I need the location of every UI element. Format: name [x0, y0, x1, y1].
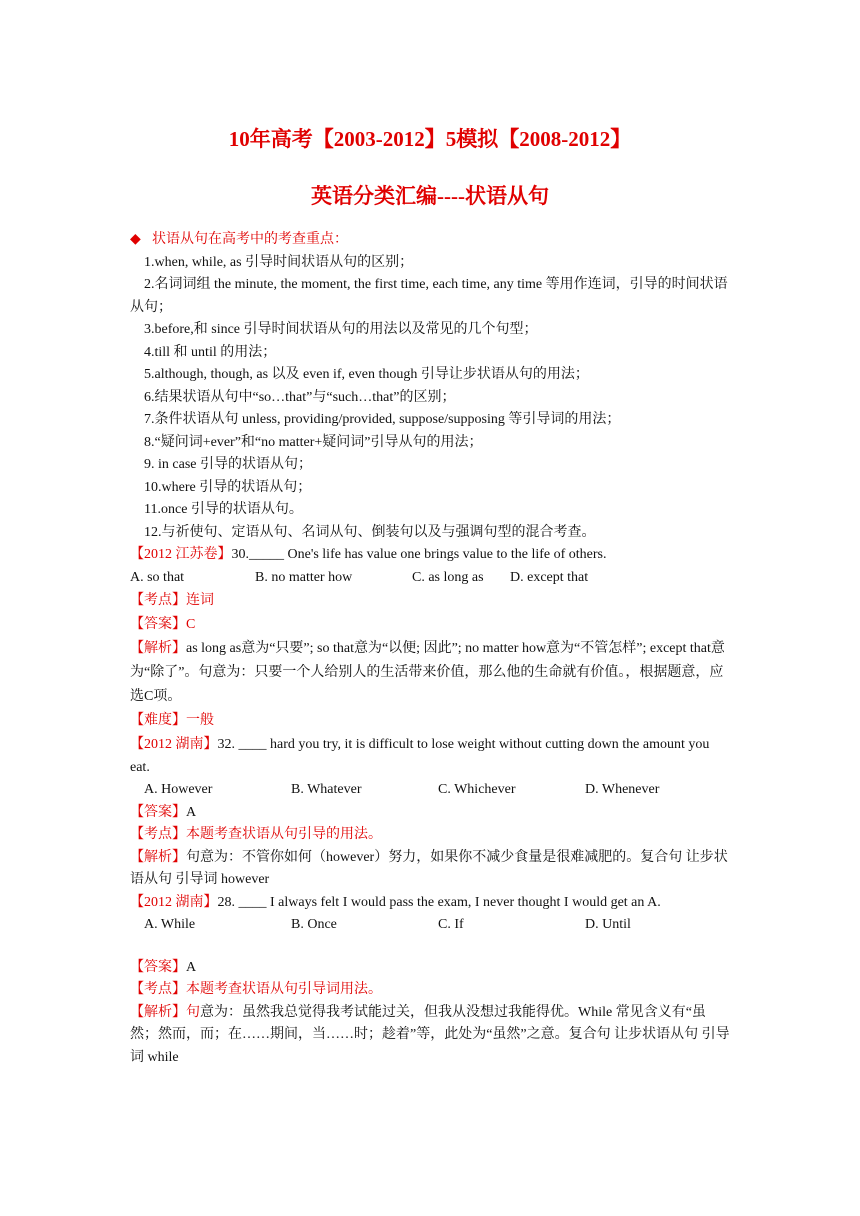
spacer — [130, 937, 732, 957]
list-item: 4.till 和 until 的用法； — [144, 344, 277, 360]
option-d: D. except that — [510, 569, 589, 585]
diamond-bullet-icon: ◆ — [130, 232, 141, 247]
question-analysis: 【解析】句意为：虽然我总觉得我考试能过关，但我从没想过我能得优。While 常见含义有“虽然；然而，而；在……期间，当……时；趁着”等，此处为“虽然”之意。复合句 让步状语从句 引导词 while — [130, 1004, 730, 1065]
question-point: 【考点】连词 — [130, 593, 214, 608]
list-item: 7.条件状语从句 unless, providing/provided, suppose/supposing 等引导词的用法； — [144, 412, 621, 427]
question-2 — [130, 733, 732, 892]
question-answer: 【答案】A — [130, 804, 197, 820]
option-b: B. no matter how — [255, 569, 353, 585]
question-analysis: 【解析】as long as意为“只要”; so that意为“以便; 因此”; no matter how意为“不管怎样”; except that意为“除了”。句意为：只要一个人给别人的生活带来价值，那么他的生命就有价值。，根据题意，应选C项。 — [130, 641, 725, 704]
question-options — [130, 779, 732, 802]
question-options — [130, 914, 732, 937]
option-c: C. Whichever — [438, 782, 516, 797]
question-analysis: 【解析】句意为：不管你如何（however）努力，如果你不减少食量是很难减肥的。复合句 让步状语从句 引导词 however — [130, 849, 728, 887]
option-a: A. However — [144, 782, 213, 797]
question-difficulty: 【难度】一般 — [130, 713, 214, 728]
list-item: 12.与祈使句、定语从句、名词从句、倒装句以及与强调句型的混合考查。 — [144, 524, 596, 540]
document-subtitle: 英语分类汇编----状语从句 — [311, 184, 549, 208]
question-stem: 【2012 江苏卷】30._____ One's life has value one brings value to the life of others. — [130, 547, 607, 562]
question-source: 【2012 湖南】 — [130, 894, 218, 910]
question-point: 【考点】本题考查状语从句引导的用法。 — [130, 827, 382, 842]
list-item: 6.结果状语从句中“so…that”与“such…that”的区别； — [144, 389, 456, 405]
option-d: D. Until — [585, 917, 631, 932]
list-item: 2.名词词组 the minute, the moment, the first time, each time, any time 等用作连词，引导的时间状语从句； — [130, 277, 728, 315]
document-body — [130, 229, 732, 1069]
option-c: C. as long as — [412, 569, 484, 585]
question-point: 【考点】本题考查状语从句引导词用法。 — [130, 982, 382, 997]
option-d: D. Whenever — [585, 782, 660, 797]
question-3 — [130, 892, 732, 1070]
list-item: 11.once 引导的状语从句。 — [144, 502, 303, 517]
question-answer: 【答案】C — [130, 617, 196, 632]
list-item: 8.“疑问词+ever”和“no matter+疑问词”引导从句的用法； — [144, 434, 483, 450]
question-source: 【2012 江苏卷】 — [130, 547, 232, 562]
question-stem: 【2012 湖南】28. ____ I always felt I would pass the exam, I never thought I would get an A. — [130, 894, 661, 910]
list-item: 10.where 引导的状语从句； — [144, 479, 312, 495]
document-title: 10年高考【2003-2012】5模拟【2008-2012】 — [228, 127, 632, 151]
question-answer: 【答案】A — [130, 959, 197, 975]
key-points-heading: ◆ 状语从句在高考中的考查重点： — [130, 229, 732, 252]
question-stem: 【2012 湖南】32. ____ hard you try, it is difficult to lose weight without cutting down the amount you eat. — [130, 737, 710, 775]
option-b: B. Whatever — [291, 782, 362, 797]
option-c: C. If — [438, 917, 464, 932]
list-item: 1.when, while, as 引导时间状语从句的区别； — [144, 254, 414, 270]
list-item: 3.before,和 since 引导时间状语从句的用法以及常见的几个句型； — [144, 322, 538, 337]
option-a: A. While — [144, 917, 196, 932]
list-item: 9. in case 引导的状语从句； — [144, 457, 312, 472]
key-points-list — [130, 252, 732, 545]
list-item: 5.although, though, as 以及 even if, even though 引导让步状语从句的用法； — [144, 367, 589, 382]
question-source: 【2012 湖南】 — [130, 737, 218, 752]
option-a: A. so that — [130, 569, 185, 585]
question-options — [130, 567, 732, 590]
option-b: B. Once — [291, 917, 337, 932]
question-1 — [130, 544, 732, 733]
